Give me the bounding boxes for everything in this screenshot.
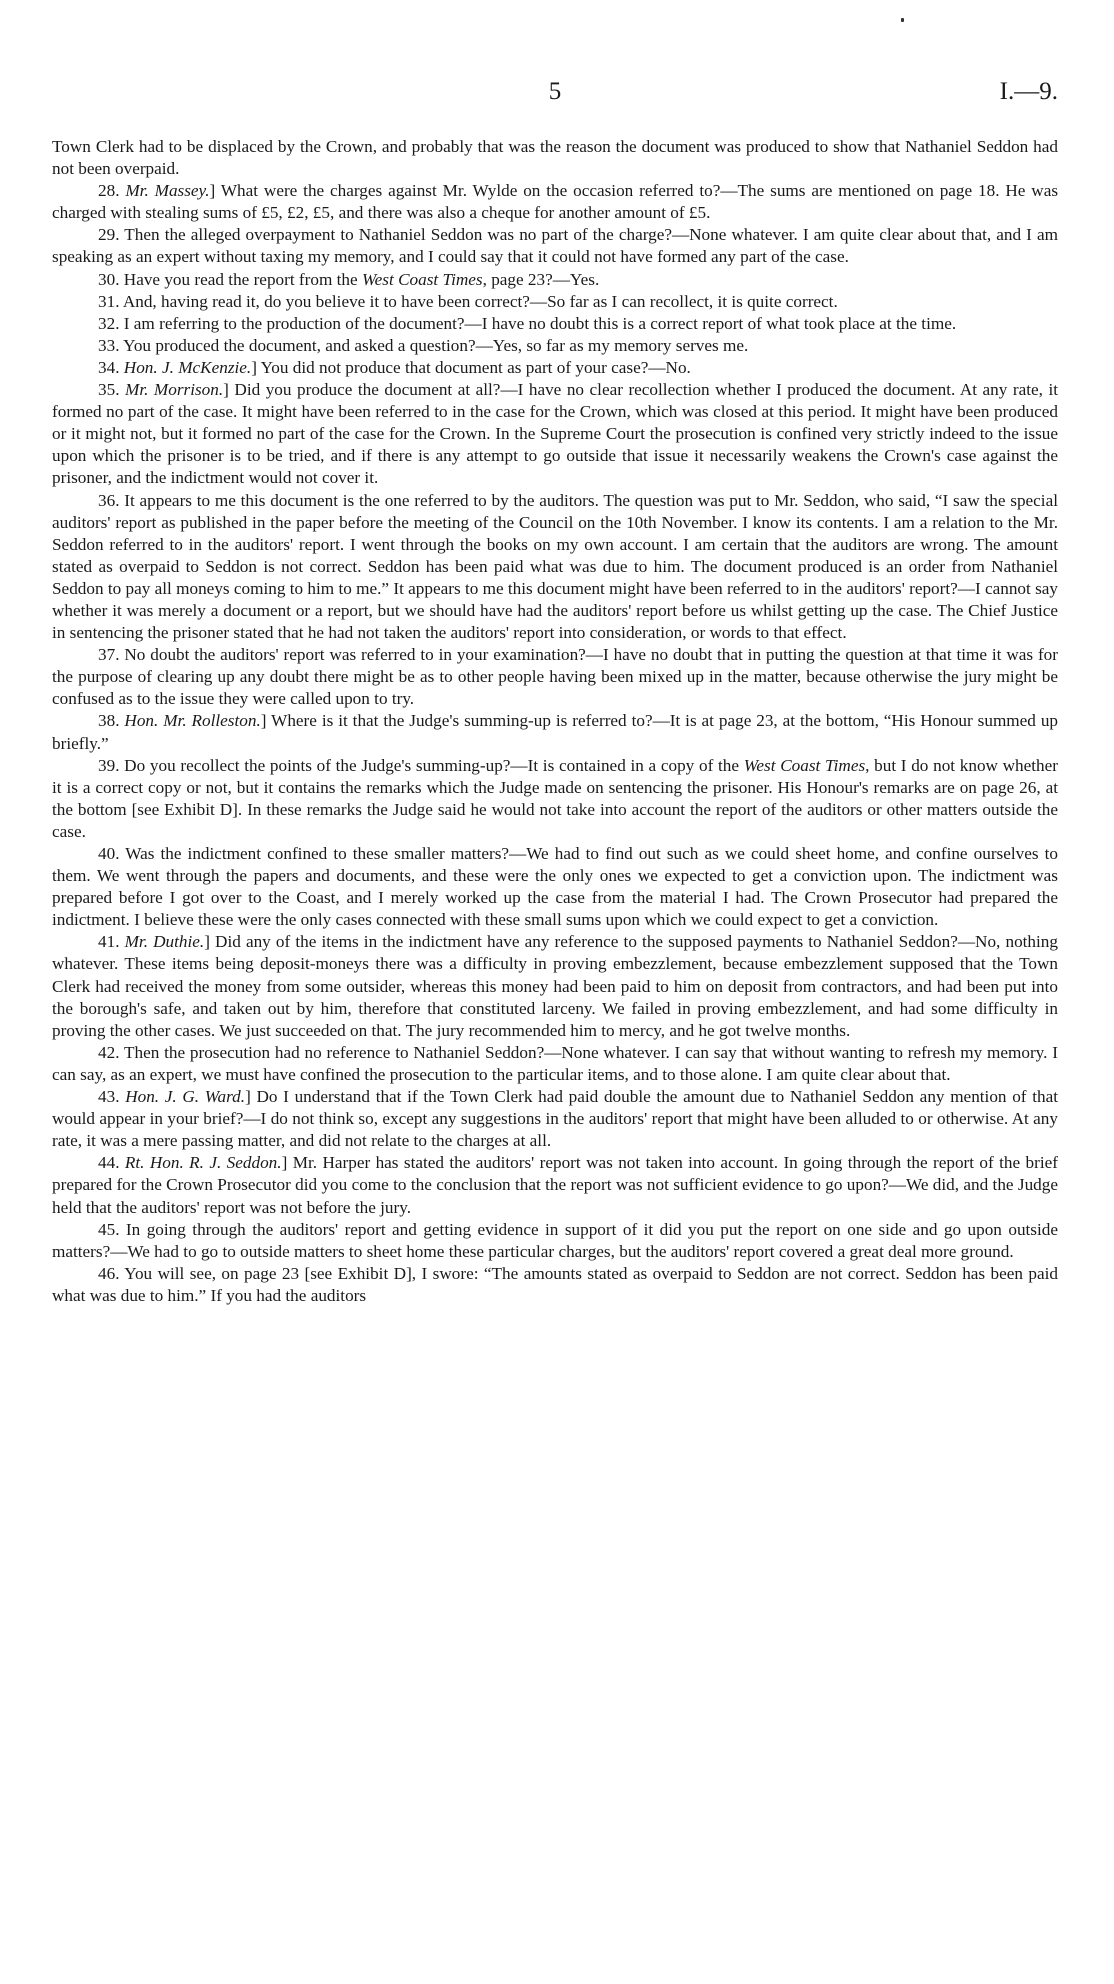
paragraph-text: 44. <box>98 1153 125 1173</box>
speaker-name: Hon. J. McKenzie. <box>123 357 252 377</box>
page-number: 5 <box>548 78 562 105</box>
paragraph-text: 28. <box>98 181 126 201</box>
paragraph-text: ] Did you produce the document at all?—I have no clear recollection whether I produced the document. At any rate, it formed no part of the case. It might have been referred to in the case for the Crown, which was closed at this period. It might have been produced or it might not, but it formed no part of the case for the Crown. In the Supreme Court the prosecution is confined very strictly indeed to the issue upon which the prisoner is to be tried, and if there is any attempt to go outside that issue it necessarily weakens the Crown's case against the prisoner, and the indictment would not cover it. <box>52 380 1059 488</box>
page-header <box>52 78 1058 112</box>
paragraph-text: 29. Then the alleged overpayment to Nathaniel Seddon was no part of the charge?—None whatever. I am quite clear about that, and I am speaking as an expert without taxing my memory, and I could say that it could not have formed any part of the case. <box>52 225 1058 267</box>
paragraph-q46 <box>52 1263 1058 1307</box>
speaker-name: Mr. Duthie. <box>124 932 205 952</box>
paragraph-q37 <box>52 644 1058 710</box>
paragraph-q41 <box>52 931 1058 1041</box>
paragraph-text: 39. Do you recollect the points of the Judge's summing-up?—It is contained in a copy of the <box>98 755 744 775</box>
paragraph-q44 <box>52 1152 1058 1218</box>
paragraph-text: 35. <box>98 380 126 400</box>
paragraph-q30 <box>52 269 1058 291</box>
paragraph-q39 <box>52 755 1058 843</box>
paragraph-text: Town Clerk had to be displaced by the Crown, and probably that was the reason the document was produced to show that Nathaniel Seddon had not been overpaid. <box>52 137 1058 179</box>
paragraph-text: 40. Was the indictment confined to these smaller matters?—We had to find out such as we could sheet home, and confine ourselves to them. We went through the papers and documents, and these were the only ones we expected to get a conviction upon. The indictment was prepared before I got over to the Coast, and I merely worked up the case from the material I had. The Crown Prosecutor had prepared the indictment. I believe these were the only cases connected with these small sums upon which we could expect to get a conviction. <box>52 844 1058 930</box>
document-body <box>52 136 1058 1307</box>
paragraph-text: 42. Then the prosecution had no reference to Nathaniel Seddon?—None whatever. I can say that without wanting to refresh my memory. I can say, as an expert, we must have confined the prosecution to the particular items, and to those alone. I am quite clear about that. <box>52 1042 1058 1084</box>
paragraph-q32 <box>52 313 1058 335</box>
paragraph-text: 31. And, having read it, do you believe it to have been correct?—So far as I can recollect, it is quite correct. <box>98 291 838 311</box>
document-reference: I.—9. <box>999 78 1058 105</box>
paragraph-q42 <box>52 1042 1058 1086</box>
paragraph-text: 30. Have you read the report from the <box>98 269 362 289</box>
paragraph-text: ] Mr. Harper has stated the auditors' report was not taken into account. In going through the report of the brief prepared for the Crown Prosecutor did you come to the conclusion that the report was not sufficient evidence to go upon?—We did, and the Judge held that the auditors' report was not before the jury. <box>52 1153 1058 1217</box>
paragraph-q34 <box>52 357 1058 379</box>
paragraph-text: , page 23?—Yes. <box>482 269 600 289</box>
paragraph-text: , but I do not know whether it is a correct copy or not, but it contains the remarks which the Judge made on sentencing the prisoner. His Honour's remarks are on page 26, at the bottom [see Exhibit D]. In these remarks the Judge said he would not take into account the report of the auditors or other matters outside the case. <box>52 755 1058 841</box>
paragraph-q29 <box>52 224 1058 268</box>
paragraph-text: ] You did not produce that document as part of your case?—No. <box>251 357 691 377</box>
speaker-name: Hon. J. G. Ward. <box>125 1087 246 1107</box>
paragraph-q40 <box>52 843 1058 931</box>
paragraph-text: 41. <box>98 932 125 952</box>
paragraph-text: 32. I am referring to the production of the document?—I have no doubt this is a correct report of what took place at the time. <box>98 313 957 333</box>
speaker-name: West Coast Times <box>361 269 483 289</box>
scan-speck <box>901 18 904 22</box>
paragraph-text: 36. It appears to me this document is the one referred to by the auditors. The question was put to Mr. Seddon, who said, “I saw the special auditors' report as published in the paper before the meeting of the Council on the 10th November. I know its contents. I am a relation to the Mr. Seddon referred to in the auditors' report. I went through the books on my own account. I am certain that the auditors are wrong. The amount stated as overpaid to Seddon is not correct. Seddon has been paid what was due to him. The document produced is an order from Nathaniel Seddon to pay all moneys coming to him to me.” It appears to me this document might have been referred to in the auditors' report?—I cannot say whether it was merely a document or a report, but we should have had the auditors' report before us whilst getting up the case. The Chief Justice in sentencing the prisoner stated that he had not taken the auditors' report into consideration, or words to that effect. <box>52 490 1058 643</box>
paragraph-q28 <box>52 180 1058 224</box>
paragraph-text: ] What were the charges against Mr. Wylde on the occasion referred to?—The sums are mentioned on page 18. He was charged with stealing sums of £5, £2, £5, and there was also a cheque for another amount of £5. <box>52 181 1059 223</box>
paragraph-q43 <box>52 1086 1058 1152</box>
paragraph-text: 45. In going through the auditors' report and getting evidence in support of it did you put the report on one side and go upon outside matters?—We had to go to outside matters to sheet home these particular charges, but the auditors' report covered a great deal more ground. <box>52 1219 1058 1261</box>
paragraph-q31 <box>52 291 1058 313</box>
speaker-name: Hon. Mr. Rolleston. <box>124 711 261 731</box>
paragraph-q36 <box>52 490 1058 645</box>
paragraph-q45 <box>52 1219 1058 1263</box>
paragraph-text: ] Where is it that the Judge's summing-up is referred to?—It is at page 23, at the bottom, “His Honour summed up briefly.” <box>52 711 1059 753</box>
paragraph-text: ] Do I understand that if the Town Clerk had paid double the amount due to Nathaniel Seddon any mention of that would appear in your brief?—I do not think so, except any suggestions in the auditors' report that might have been alluded to or otherwise. At any rate, it was a mere passing matter, and did not relate to the charges at all. <box>52 1087 1058 1151</box>
paragraph-cont <box>52 136 1058 180</box>
paragraph-text: 34. <box>98 357 124 377</box>
speaker-name: West Coast Times <box>743 755 866 775</box>
paragraph-text: 38. <box>98 711 125 731</box>
speaker-name: Mr. Morrison. <box>125 380 224 400</box>
paragraph-q33 <box>52 335 1058 357</box>
paragraph-text: 33. You produced the document, and asked a question?—Yes, so far as my memory serves me. <box>98 335 749 355</box>
paragraph-text: ] Did any of the items in the indictment have any reference to the supposed payments to Nathaniel Seddon?—No, nothing whatever. These items being deposit-moneys there was a difficulty in proving embezzlement, because embezzlement supposed that the Town Clerk had received the money from some outsider, whereas this money had been paid to him on deposit from contractors, and had been put into the borough's safe, and taken out by him, therefore that constituted larceny. We failed in proving embezzlement, and had some difficulty in proving the other cases. We just succeeded on that. The jury recommended him to mercy, and he got twelve months. <box>52 932 1058 1040</box>
paragraph-q38 <box>52 710 1058 754</box>
paragraph-text: 43. <box>98 1087 126 1107</box>
paragraph-text: 46. You will see, on page 23 [see Exhibit D], I swore: “The amounts stated as overpaid to Seddon are not correct. Seddon has been paid what was due to him.” If you had the auditors <box>52 1263 1058 1305</box>
speaker-name: Mr. Massey. <box>125 181 210 201</box>
paragraph-text: 37. No doubt the auditors' report was referred to in your examination?—I have no doubt that in putting the question at that time it was for the purpose of clearing up any doubt there might be as to other people having been mixed up in the matter, because otherwise the jury might be confused as to the issue they were called upon to try. <box>52 645 1058 709</box>
paragraph-q35 <box>52 379 1058 489</box>
speaker-name: Rt. Hon. R. J. Seddon. <box>124 1153 282 1173</box>
